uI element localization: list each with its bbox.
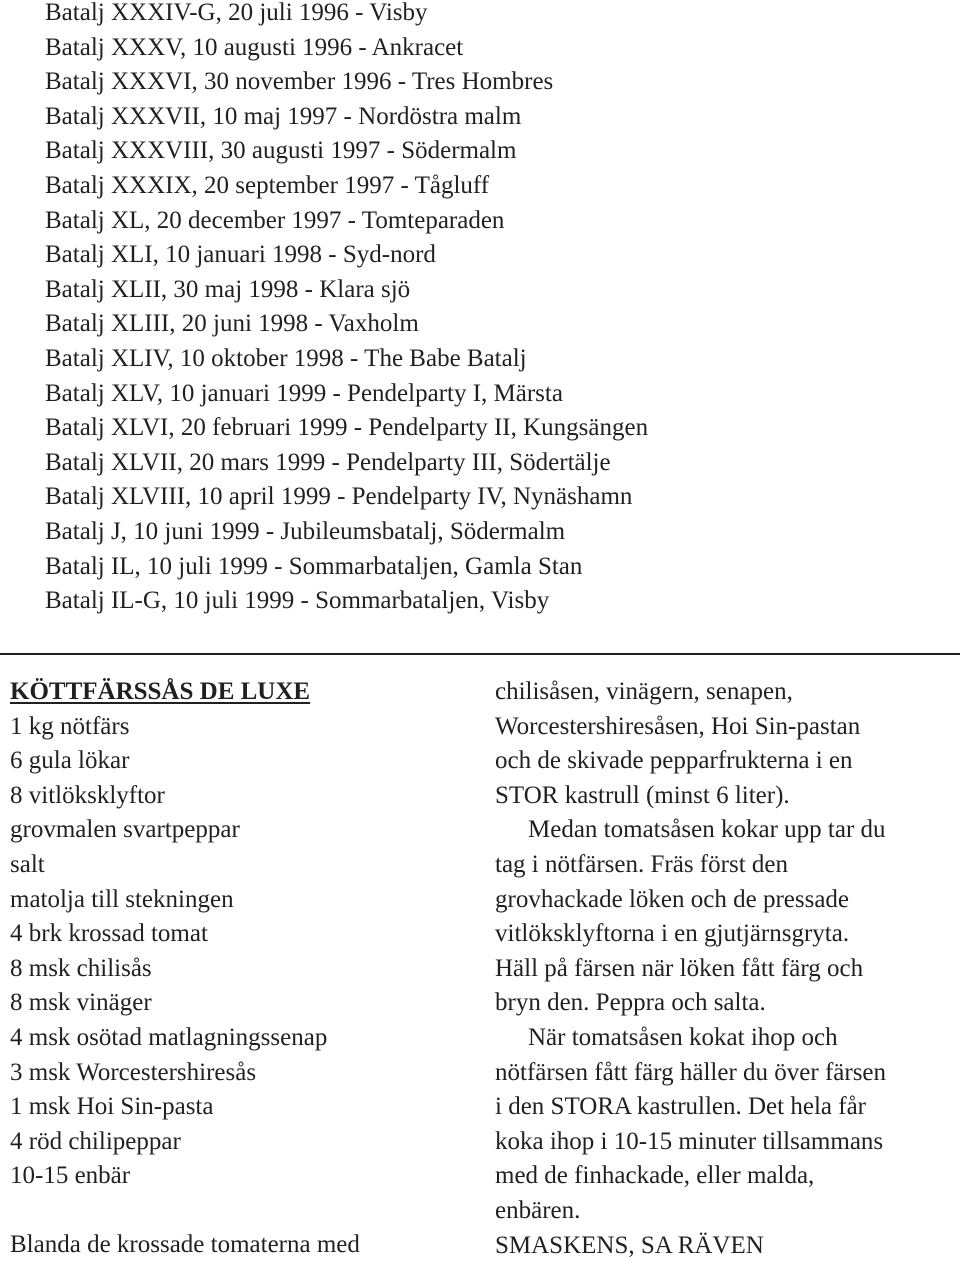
ingredient-item: 10-15 enbär	[10, 1159, 450, 1194]
method-line: När tomatsåsen kokat ihop och	[495, 1021, 950, 1056]
batalj-item: Batalj XLII, 30 maj 1998 - Klara sjö	[45, 273, 945, 308]
recipe-signature: SMASKENS, SA RÄVEN	[495, 1229, 950, 1263]
ingredient-item: 8 msk vinäger	[10, 986, 450, 1021]
method-line: med de finhackade, eller malda,	[495, 1159, 950, 1194]
recipe-method-start: Blanda de krossade tomaterna med	[10, 1228, 360, 1263]
method-line: bryn den. Peppra och salta.	[495, 986, 950, 1021]
batalj-item: Batalj XLIII, 20 juni 1998 - Vaxholm	[45, 307, 945, 342]
ingredient-item: 8 vitlöksklyftor	[10, 779, 450, 814]
batalj-item: Batalj XL, 20 december 1997 - Tomteparaden	[45, 204, 945, 239]
ingredient-item: 1 kg nötfärs	[10, 710, 450, 745]
ingredient-item: 6 gula lökar	[10, 744, 450, 779]
batalj-item: Batalj XXXVII, 10 maj 1997 - Nordöstra malm	[45, 100, 945, 135]
recipe-title: KÖTTFÄRSSÅS DE LUXE	[10, 675, 450, 710]
method-line: grovhackade löken och de pressade	[495, 883, 950, 918]
ingredient-item: 3 msk Worcestershiresås	[10, 1056, 450, 1091]
method-line: Medan tomatsåsen kokar upp tar du	[495, 813, 950, 848]
batalj-item: Batalj XXXV, 10 augusti 1996 - Ankracet	[45, 31, 945, 66]
batalj-item: Batalj XXXIX, 20 september 1997 - Tågluff	[45, 169, 945, 204]
batalj-item: Batalj IL-G, 10 juli 1999 - Sommarbataljen, Visby	[45, 584, 945, 619]
ingredient-list	[10, 710, 450, 1194]
method-line: Häll på färsen när löken fått färg och	[495, 952, 950, 987]
recipe-method-column	[495, 675, 950, 1263]
batalj-item: Batalj XLVIII, 10 april 1999 - Pendelparty IV, Nynäshamn	[45, 480, 945, 515]
batalj-item: Batalj J, 10 juni 1999 - Jubileumsbatalj, Södermalm	[45, 515, 945, 550]
batalj-item: Batalj XXXVI, 30 november 1996 - Tres Hombres	[45, 65, 945, 100]
batalj-item: Batalj XXXIV-G, 20 juli 1996 - Visby	[45, 0, 945, 31]
batalj-item: Batalj XLV, 10 januari 1999 - Pendelparty I, Märsta	[45, 377, 945, 412]
batalj-item: Batalj XLVII, 20 mars 1999 - Pendelparty III, Södertälje	[45, 446, 945, 481]
batalj-item: Batalj XLVI, 20 februari 1999 - Pendelparty II, Kungsängen	[45, 411, 945, 446]
batalj-list	[45, 0, 945, 619]
method-line: chilisåsen, vinägern, senapen,	[495, 675, 950, 710]
method-line: nötfärsen fått färg häller du över färsen	[495, 1056, 950, 1091]
batalj-item: Batalj XLIV, 10 oktober 1998 - The Babe Batalj	[45, 342, 945, 377]
ingredient-item: 4 msk osötad matlagningssenap	[10, 1021, 450, 1056]
ingredient-item: 1 msk Hoi Sin-pasta	[10, 1090, 450, 1125]
method-line: Worcestershiresåsen, Hoi Sin-pastan	[495, 710, 950, 745]
ingredient-item: grovmalen svartpeppar	[10, 813, 450, 848]
method-line: enbären.	[495, 1194, 950, 1229]
method-line: koka ihop i 10-15 minuter tillsammans	[495, 1125, 950, 1160]
method-line: STOR kastrull (minst 6 liter).	[495, 779, 950, 814]
section-divider	[0, 653, 960, 655]
method-line: och de skivade pepparfrukterna i en	[495, 744, 950, 779]
method-line: tag i nötfärsen. Fräs först den	[495, 848, 950, 883]
ingredient-item: 8 msk chilisås	[10, 952, 450, 987]
recipe-ingredients-column	[10, 675, 450, 1194]
ingredient-item: matolja till stekningen	[10, 883, 450, 918]
ingredient-item: salt	[10, 848, 450, 883]
batalj-item: Batalj XXXVIII, 30 augusti 1997 - Södermalm	[45, 134, 945, 169]
method-line: vitlöksklyftorna i en gjutjärnsgryta.	[495, 917, 950, 952]
batalj-item: Batalj XLI, 10 januari 1998 - Syd-nord	[45, 238, 945, 273]
ingredient-item: 4 röd chilipeppar	[10, 1125, 450, 1160]
ingredient-item: 4 brk krossad tomat	[10, 917, 450, 952]
batalj-item: Batalj IL, 10 juli 1999 - Sommarbataljen, Gamla Stan	[45, 550, 945, 585]
method-line: i den STORA kastrullen. Det hela får	[495, 1090, 950, 1125]
